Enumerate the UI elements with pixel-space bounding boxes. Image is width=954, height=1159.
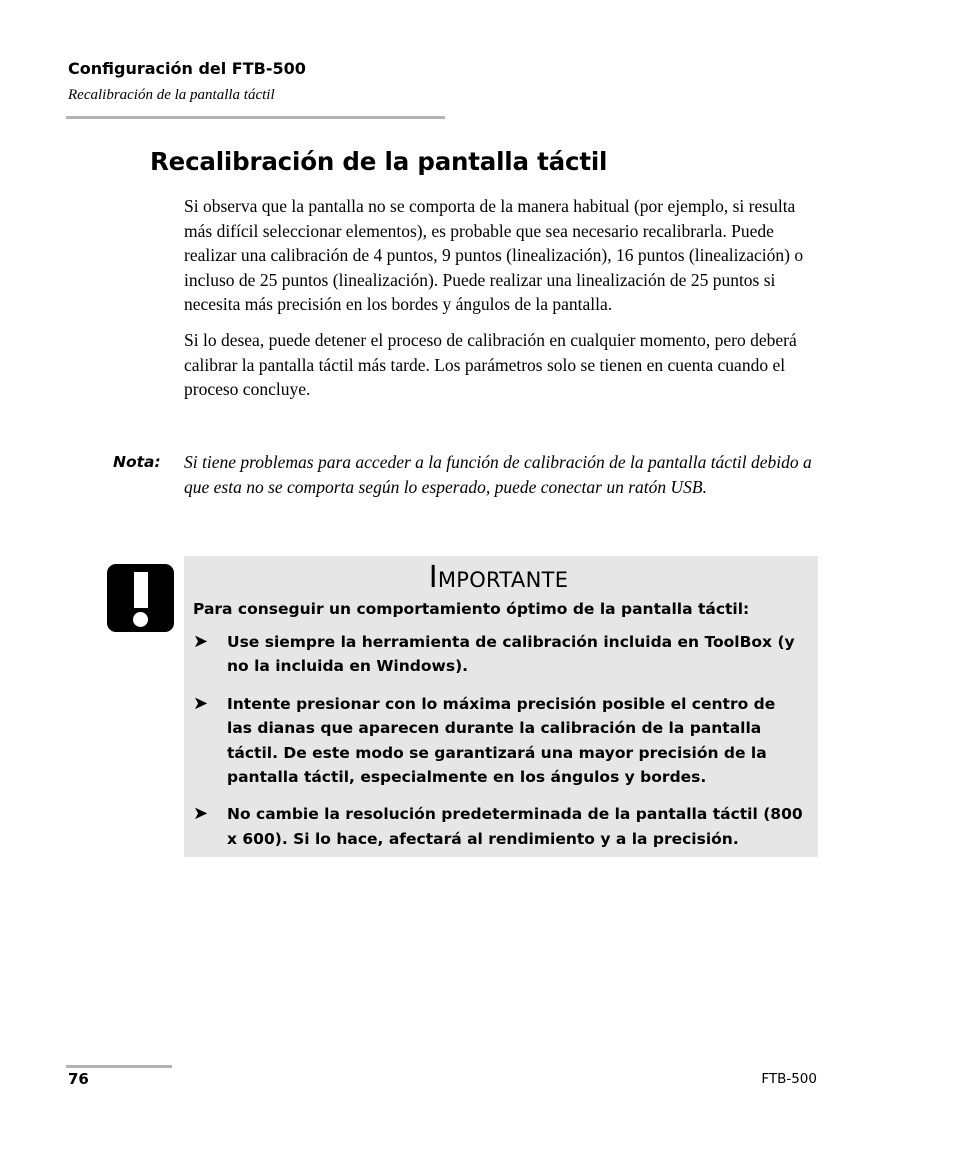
list-item-text: Intente presionar con lo máxima precisión posible el centro de las dianas que aparecen durante la calibración de la pantalla táctil. De este modo se garantizará una mayor precisión de la pantalla táctil, especialmente en los ángulos y bordes. xyxy=(227,694,776,787)
footer-product: FTB-500 xyxy=(761,1071,817,1087)
list-item xyxy=(193,692,804,790)
important-list xyxy=(193,630,804,851)
body-text xyxy=(184,194,820,413)
section-title: Recalibración de la pantalla táctil xyxy=(68,87,275,103)
list-item xyxy=(193,630,804,679)
chapter-title: Configuración del FTB-500 xyxy=(68,59,306,78)
list-item-text: Use siempre la herramienta de calibración incluida en ToolBox (y no la incluida en Windows). xyxy=(227,633,795,676)
important-title: Importante xyxy=(428,560,569,595)
exclamation-bar xyxy=(134,572,148,608)
note-label: Nota: xyxy=(113,453,161,471)
important-intro: Para conseguir un comportamiento óptimo de la pantalla táctil: xyxy=(193,600,750,618)
header-rule xyxy=(66,116,445,119)
exclamation-dot xyxy=(133,612,148,627)
note-text: Si tiene problemas para acceder a la función de calibración de la pantalla táctil debido a que esta no se comporta según lo esperado, puede conectar un ratón USB. xyxy=(184,452,812,497)
arrow-bullet-icon: ➤ xyxy=(193,631,209,652)
important-box xyxy=(184,556,818,857)
arrow-bullet-icon: ➤ xyxy=(193,803,209,825)
exclamation-icon xyxy=(107,564,174,632)
list-item-text: No cambie la resolución predeterminada de la pantalla táctil (800 x 600). Si lo hace, afectará al rendimiento y a la precisión. xyxy=(227,805,803,848)
paragraph: Si observa que la pantalla no se comporta de la manera habitual (por ejemplo, si resulta más difícil seleccionar elementos), es probable que sea necesario recalibrarla. Puede realizar una calibración de 4 puntos, 9 puntos (linealización), 16 puntos (linealización) o incluso de 25 puntos (linealización). Puede realizar una linealización de 25 puntos si necesita más precisión en los bordes y ángulos de la pantalla. xyxy=(184,196,804,315)
page-title: Recalibración de la pantalla táctil xyxy=(150,147,608,176)
footer-rule xyxy=(66,1065,172,1068)
arrow-bullet-icon: ➤ xyxy=(193,692,209,714)
list-item xyxy=(193,802,804,851)
running-header xyxy=(68,58,306,105)
page-number: 76 xyxy=(68,1070,89,1088)
paragraph: Si lo desea, puede detener el proceso de calibración en cualquier momento, pero deberá calibrar la pantalla táctil más tarde. Los parámetros solo se tienen en cuenta cuando el proceso concluye. xyxy=(184,329,797,400)
